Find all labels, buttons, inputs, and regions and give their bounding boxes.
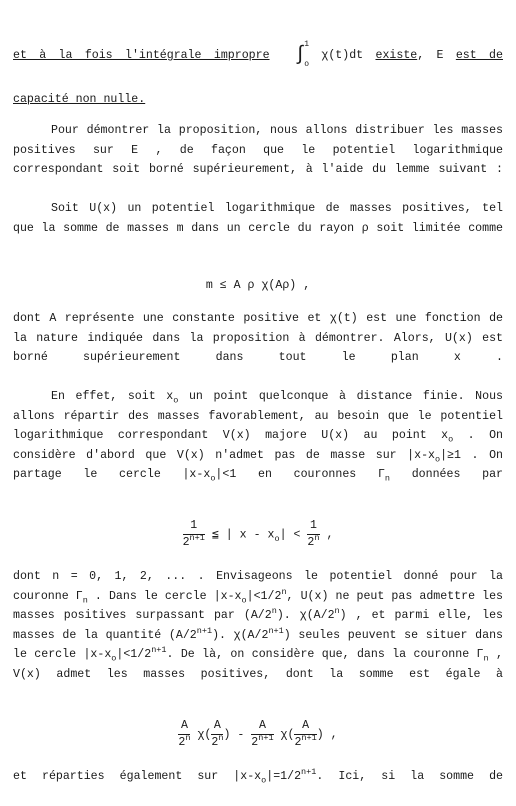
document-page: [13, 40, 503, 806]
text-5d: , U(x) ne peut pas admettre les masses positives surpassant par (A/2: [13, 589, 503, 622]
text-4c: . On considère d'abord que V(x) n'admet pas de masse sur |x-x: [13, 429, 503, 462]
sup-5g: n+1: [268, 625, 284, 636]
eq3-chi2: χ(: [273, 728, 295, 742]
sup-5f: n+1: [196, 625, 213, 636]
text-4b: un point quelconque à distance finie. Nous allons répartir des masses favorablement, au besoin que le potentiel logarithmique correspondant V(x) majore U(x) au point x: [13, 390, 504, 442]
text-4f: données par: [390, 468, 504, 481]
t3-den: 2: [251, 735, 259, 749]
text-4d: |≥1 . On partage le cercle |x-x: [13, 448, 503, 481]
line-intro: [13, 40, 503, 90]
text-integral-intro: et à la fois l'intégrale impropre: [13, 49, 270, 63]
eq3-close1: ) -: [223, 728, 252, 742]
equation-mass-bound: m ≤ A ρ χ(Aρ) ,: [205, 278, 311, 292]
sub-4c: o: [435, 453, 441, 464]
frac-upper-exp: n: [314, 533, 320, 544]
sup-6b: n+1: [301, 766, 317, 777]
text-e: , E: [417, 49, 444, 63]
fraction-t1: [178, 718, 190, 751]
frac-lower-exp: n+1: [189, 533, 205, 544]
paragraph-effect: [13, 387, 503, 504]
sup-5e: n: [334, 606, 340, 617]
sub-4e: n: [384, 473, 391, 484]
text-4e: |<1 en couronnes Γ: [215, 468, 385, 481]
eq3-close2: ) ,: [316, 728, 338, 742]
paragraph-constant: dont A représente une constante positive et χ(t) est une fonction de la nature indiquée dans la proposition à démontrer. Alors, U(x) est borné supérieurement dans tout le plan x .: [13, 312, 503, 364]
integral-lower: o: [304, 60, 310, 69]
paragraph-proof-intro: Pour démontrer la proposition, nous allons distribuer les masses positives sur E , de façon que le potentiel logarithmique correspondant soit borné supérieurement, à l'aide du lemme suivant :: [13, 124, 503, 176]
t2-exp: n: [218, 732, 224, 743]
sub-5h: o: [111, 653, 117, 664]
text-5h: ) seules peuvent se situer dans le cercle |x-x: [13, 628, 503, 661]
fraction-t2: [211, 718, 223, 751]
frac-lower-num: 1: [183, 518, 205, 535]
text-est-de: est de: [455, 49, 503, 63]
fraction-upper: [307, 518, 319, 551]
t4-exp: n+1: [301, 732, 317, 743]
text-5f: ) , et parmi elle, les masses de la quantité (A/2: [13, 609, 503, 642]
sub-6a: o: [261, 774, 267, 785]
sub-5a: n: [82, 594, 88, 605]
sub-4d: o: [210, 473, 216, 484]
eq3-chi1: χ(: [190, 728, 212, 742]
integral-upper: 1: [304, 40, 310, 49]
text-5c: |<1/2: [246, 589, 282, 603]
text-4a: En effet, soit x: [51, 390, 174, 403]
integral-limits: [304, 40, 309, 70]
text-5a: dont n = 0, 1, 2, ... . Envisageons le potentiel donné pour la couronne Γ: [13, 570, 503, 603]
paragraph-lemma: Soit U(x) un potentiel logarithmique de masses positives, tel que la somme de masses m dans un cercle du rayon ρ soit limitée comme: [13, 202, 503, 235]
text-5i: |<1/2: [116, 648, 152, 661]
t3-exp: n+1: [258, 732, 274, 743]
paragraph-final: [13, 767, 503, 806]
text-5e: ). χ(A/2: [276, 609, 335, 622]
frac-lower-den: 2: [182, 536, 190, 549]
t2-den: 2: [211, 735, 219, 749]
text-5b: . Dans le cercle |x-x: [87, 589, 242, 603]
sup-5c: n: [281, 586, 287, 597]
paragraph-crown: [13, 567, 503, 704]
t4-den: 2: [294, 735, 302, 749]
frac-upper-num: 1: [307, 518, 319, 535]
t3-num: A: [251, 718, 273, 735]
t1-den: 2: [178, 735, 186, 749]
equation-mass-sum: [13, 718, 503, 751]
integral-sign: ∫: [294, 43, 307, 67]
eq2-sub: o: [274, 533, 280, 544]
t4-num: A: [294, 718, 316, 735]
sup-5d: n: [271, 606, 277, 617]
eq2-mid-b: | <: [279, 528, 308, 542]
t1-exp: n: [185, 732, 191, 743]
integrand: χ(t)dt: [321, 49, 364, 63]
text-5j: . De là, on considère que, dans la couronne Γ: [166, 648, 484, 661]
sub-5j: n: [483, 653, 489, 664]
t1-num: A: [178, 718, 190, 735]
text-existe: existe: [375, 49, 418, 63]
frac-upper-den: 2: [307, 536, 315, 549]
text-6b: |=1/2: [266, 769, 302, 783]
text-5g: ). χ(A/2: [212, 628, 269, 642]
sub-5b: o: [241, 594, 247, 605]
text-6c: . Ici, si la somme de: [316, 769, 503, 783]
fraction-lower: [183, 518, 205, 551]
equation-annulus: [13, 518, 503, 551]
text-5k: , V(x) admet les masses positives, dont la somme est égale à: [13, 648, 503, 681]
eq2-mid-a: ≦ | x - x: [204, 528, 275, 542]
text-6a: et réparties également sur |x-x: [13, 769, 262, 783]
text-capacity: capacité non nulle.: [13, 92, 146, 106]
sub-4a: o: [173, 395, 179, 406]
fraction-t3: [251, 718, 273, 751]
eq2-tail: ,: [319, 528, 334, 542]
sub-4b: o: [448, 434, 454, 445]
fraction-t4: [294, 718, 316, 751]
sup-5i: n+1: [151, 645, 167, 656]
t2-num: A: [211, 718, 223, 735]
line-capacity: [13, 90, 503, 110]
